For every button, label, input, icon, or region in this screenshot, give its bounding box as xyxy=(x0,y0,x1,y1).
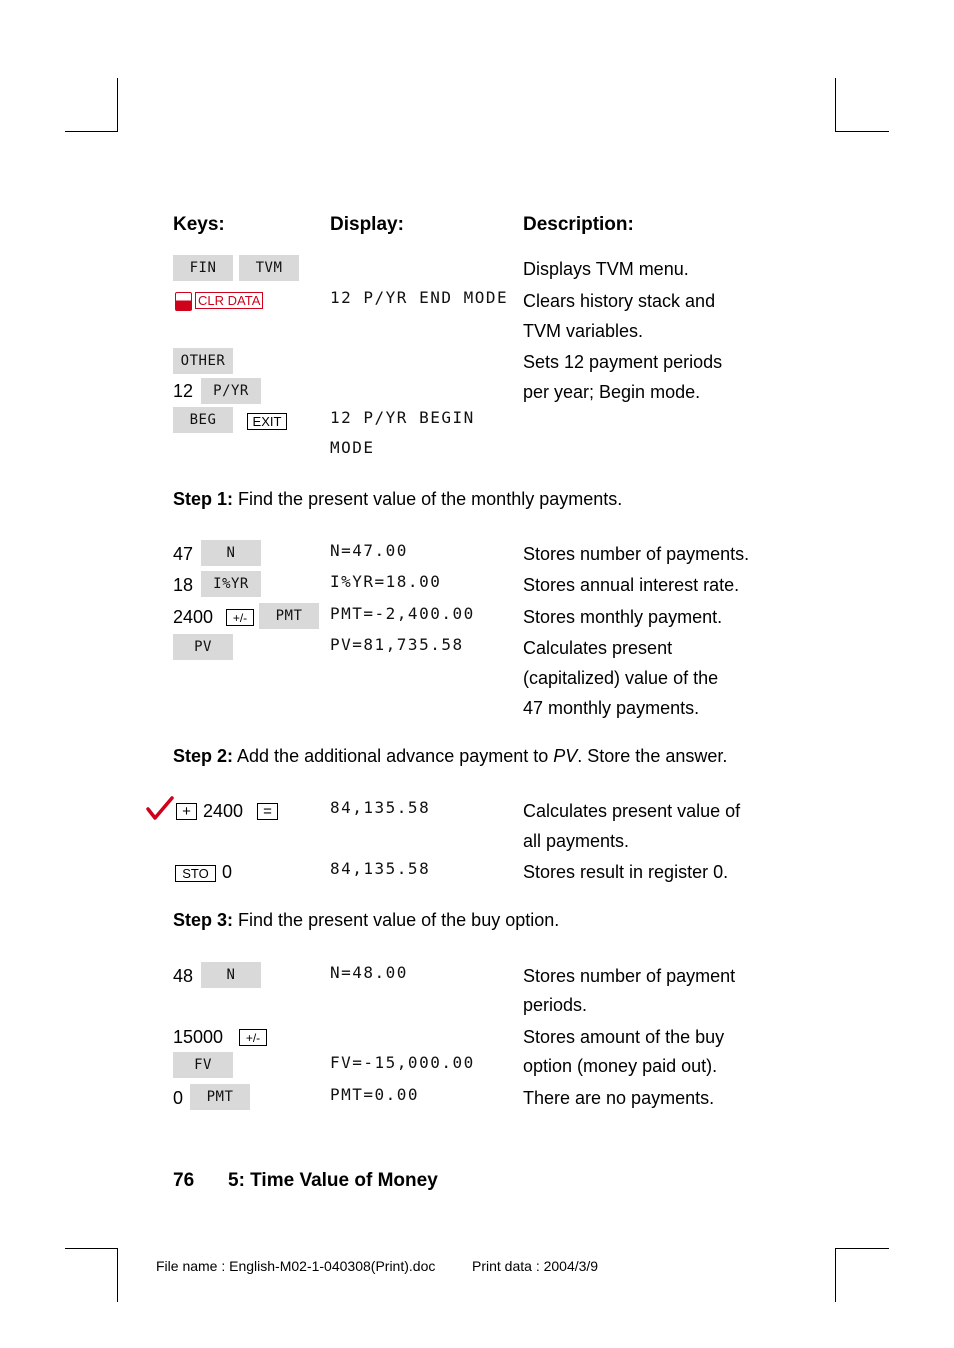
plus-key: + xyxy=(176,803,197,820)
step1-label: Step 1: xyxy=(173,489,234,509)
desc-fv-2: option (money paid out). xyxy=(523,1056,718,1076)
input-15000: 15000 xyxy=(173,1027,224,1047)
crop-mark-bottom-right-h xyxy=(835,1248,889,1249)
crop-mark-top-right-h xyxy=(835,131,889,132)
file-name: File name : English-M02-1-040308(Print).doc xyxy=(156,1258,436,1274)
display-pmt0: PMT=0.00 xyxy=(330,1085,420,1104)
display-n48: N=48.00 xyxy=(330,963,408,982)
input-48: 48 xyxy=(173,966,194,986)
display-end-mode: 12 P/YR END MODE xyxy=(330,288,509,307)
keys-header: Keys: xyxy=(173,214,225,235)
n-key-48: N xyxy=(201,962,261,988)
display-pmt: PMT=-2,400.00 xyxy=(330,604,475,623)
desc-n48-1: Stores number of payment xyxy=(523,966,736,986)
chapter-title: 5: Time Value of Money xyxy=(228,1170,438,1191)
desc-n47: Stores number of payments. xyxy=(523,544,750,564)
desc-sets-1: Sets 12 payment periods xyxy=(523,352,723,372)
desc-iyr: Stores annual interest rate. xyxy=(523,575,740,595)
desc-n48-2: periods. xyxy=(523,995,588,1015)
input-2400-add: 2400 xyxy=(203,801,244,821)
desc-fv-1: Stores amount of the buy xyxy=(523,1027,725,1047)
step3-label: Step 3: xyxy=(173,910,234,930)
display-n47: N=47.00 xyxy=(330,541,408,560)
desc-clear-2: TVM variables. xyxy=(523,321,644,341)
desc-sets-2: per year; Begin mode. xyxy=(523,382,701,402)
desc-pmt: Stores monthly payment. xyxy=(523,607,723,627)
page-number: 76 xyxy=(173,1170,195,1191)
check-icon xyxy=(146,796,174,822)
tvm-key: TVM xyxy=(239,255,299,281)
step2-text-a: Add the additional advance payment to xyxy=(237,746,554,766)
print-date: Print data : 2004/3/9 xyxy=(472,1258,599,1274)
desc-pv-1: Calculates present xyxy=(523,638,673,658)
step2-text-b: . Store the answer. xyxy=(577,746,728,766)
equals-key: = xyxy=(257,803,278,820)
beg-key: BEG xyxy=(173,407,233,433)
display-sum: 84,135.58 xyxy=(330,798,431,817)
crop-mark-bottom-left-h xyxy=(65,1248,118,1249)
shift-key-icon xyxy=(175,292,192,311)
exit-key: EXIT xyxy=(247,413,287,430)
description-header: Description: xyxy=(523,214,634,235)
n-key: N xyxy=(201,540,261,566)
desc-clear-1: Clears history stack and xyxy=(523,291,716,311)
change-sign-key-2: +/- xyxy=(239,1029,267,1046)
input-0: 0 xyxy=(173,1088,184,1108)
fin-key: FIN xyxy=(173,255,233,281)
desc-tvm-menu: Displays TVM menu. xyxy=(523,259,689,279)
pmt-key: PMT xyxy=(259,603,319,629)
clr-data-key: CLR DATA xyxy=(195,292,263,309)
desc-sum-1: Calculates present value of xyxy=(523,801,741,821)
display-pv: PV=81,735.58 xyxy=(330,635,464,654)
crop-mark-top-left-v xyxy=(117,78,118,132)
display-fv: FV=-15,000.00 xyxy=(330,1053,475,1072)
desc-pv-2: (capitalized) value of the xyxy=(523,668,719,688)
step1-title xyxy=(173,489,622,510)
iyr-key: I%YR xyxy=(201,571,261,597)
step2-label: Step 2: xyxy=(173,746,234,766)
step3-text: Find the present value of the buy option. xyxy=(238,910,560,930)
display-begin-1: 12 P/YR BEGIN xyxy=(330,408,475,427)
pyr-key: P/YR xyxy=(201,378,261,404)
fv-key: FV xyxy=(173,1052,233,1078)
pmt-key-0: PMT xyxy=(190,1084,250,1110)
crop-mark-top-left-h xyxy=(65,131,118,132)
input-12: 12 xyxy=(173,381,194,401)
step2-text-pv: PV xyxy=(553,746,578,766)
display-iyr: I%YR=18.00 xyxy=(330,572,442,591)
change-sign-key: +/- xyxy=(226,609,254,626)
crop-mark-top-right-v xyxy=(835,78,836,132)
other-key: OTHER xyxy=(173,348,233,374)
input-2400: 2400 xyxy=(173,607,214,627)
crop-mark-bottom-right-v xyxy=(835,1248,836,1302)
step3-title xyxy=(173,910,559,931)
crop-mark-bottom-left-v xyxy=(117,1248,118,1302)
desc-pv-3: 47 monthly payments. xyxy=(523,698,700,718)
desc-pmt0: There are no payments. xyxy=(523,1088,715,1108)
display-stored: 84,135.58 xyxy=(330,859,431,878)
display-header: Display: xyxy=(330,214,404,235)
input-0-register: 0 xyxy=(222,862,233,882)
display-begin-2: MODE xyxy=(330,438,375,457)
step1-text: Find the present value of the monthly payments. xyxy=(238,489,623,509)
input-47: 47 xyxy=(173,544,194,564)
input-18: 18 xyxy=(173,575,194,595)
desc-sum-2: all payments. xyxy=(523,831,630,851)
sto-key: STO xyxy=(175,865,216,882)
step2-title xyxy=(173,746,727,767)
desc-stored: Stores result in register 0. xyxy=(523,862,729,882)
pv-key: PV xyxy=(173,634,233,660)
